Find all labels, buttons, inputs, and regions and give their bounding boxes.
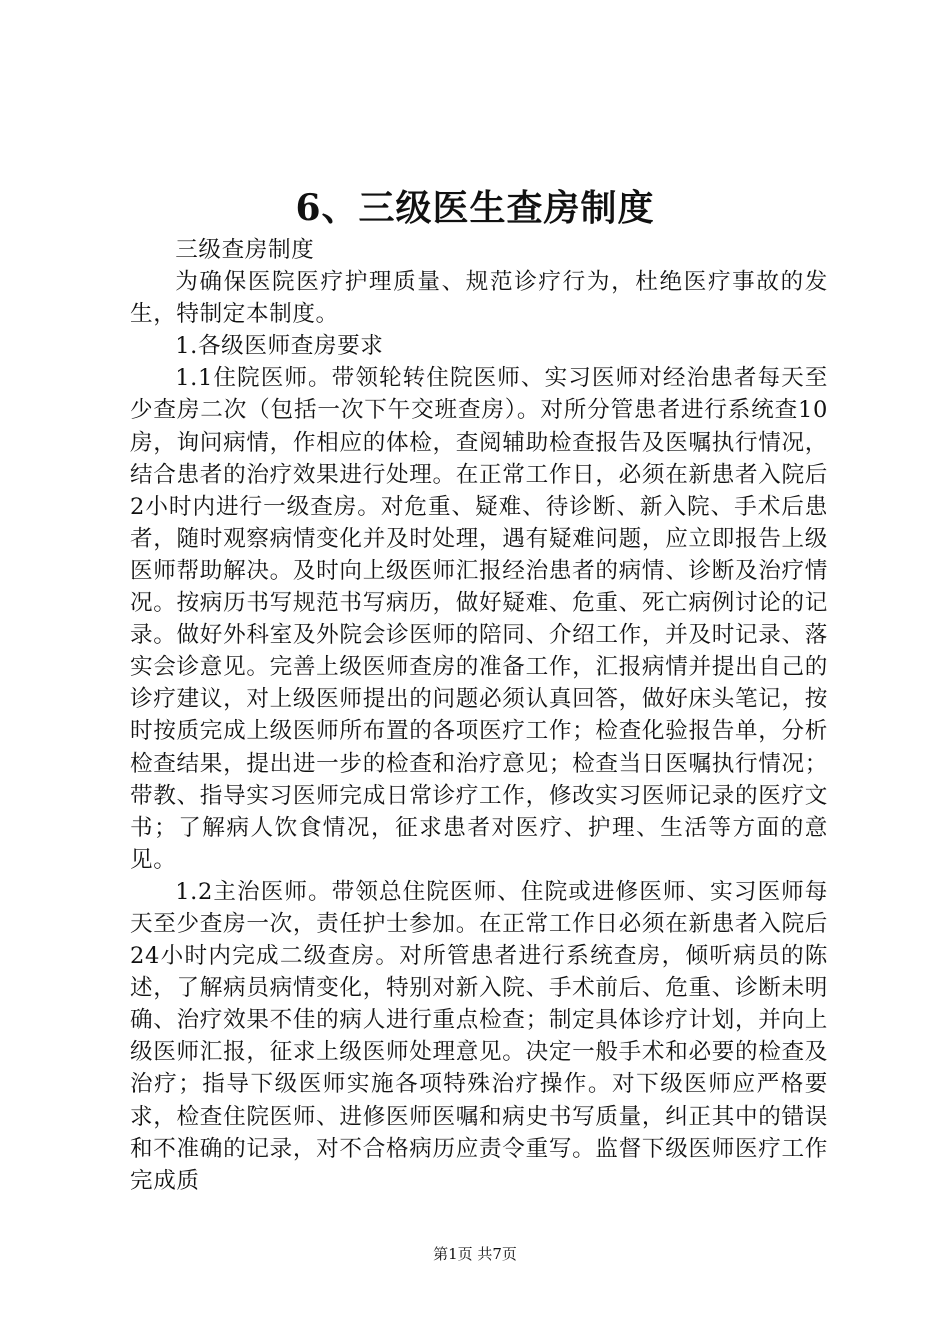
page-footer: 第1页 共7页: [433, 1245, 517, 1263]
paragraph-subtitle: 三级查房制度: [175, 237, 315, 263]
document-title: 6、三级医生查房制度: [295, 187, 655, 229]
document-body: [130, 234, 828, 1197]
paragraph-attending-physician: 1.2主治医师。带领总住院医师、住院或进修医师、实习医师每天至少查房一次，责任护士参加。在正常工作日必须在新患者入院后24小时内完成二级查房。对所管患者进行系统查房，倾听病员的陈述，了解病员病情变化，特别对新入院、手术前后、危重、诊断未明确、治疗效果不佳的病人进行重点检查；制定具体诊疗计划，并向上级医师汇报，征求上级医师处理意见。决定一般手术和必要的检查及治疗；指导下级医师实施各项特殊治疗操作。对下级医师应严格要求，检查住院医师、进修医师医嘱和病史书写质量，纠正其中的错误和不准确的记录，对不合格病历应责令重写。监督下级医师医疗工作完成质: [130, 878, 828, 1194]
paragraph-purpose: 为确保医院医疗护理质量、规范诊疗行为，杜绝医疗事故的发生，特制定本制度。: [130, 269, 828, 328]
paragraph-resident-physician: 1.1住院医师。带领轮转住院医师、实习医师对经治患者每天至少查房二次（包括一次下午交班查房）。对所分管患者进行系统查10房，询问病情，作相应的体检，查阅辅助检查报告及医嘱执行情况，结合患者的治疗效果进行处理。在正常工作日，必须在新患者入院后2小时内进行一级查房。对危重、疑难、待诊断、新入院、手术后患者，随时观察病情变化并及时处理，遇有疑难问题，应立即报告上级医师帮助解决。及时向上级医师汇报经治患者的病情、诊断及治疗情况。按病历书写规范书写病历，做好疑难、危重、死亡病例讨论的记录。做好外科室及外院会诊医师的陪同、介绍工作，并及时记录、落实会诊意见。完善上级医师查房的准备工作，汇报病情并提出自己的诊疗建议，对上级医师提出的问题必须认真回答，做好床头笔记，按时按质完成上级医师所布置的各项医疗工作；检查化验报告单，分析检查结果，提出进一步的检查和治疗意见；检查当日医嘱执行情况；带教、指导实习医师完成日常诊疗工作，修改实习医师记录的医疗文书；了解病人饮食情况，征求患者对医疗、护理、生活等方面的意见。: [130, 365, 828, 873]
paragraph-section-heading: 1.各级医师查房要求: [175, 333, 384, 360]
